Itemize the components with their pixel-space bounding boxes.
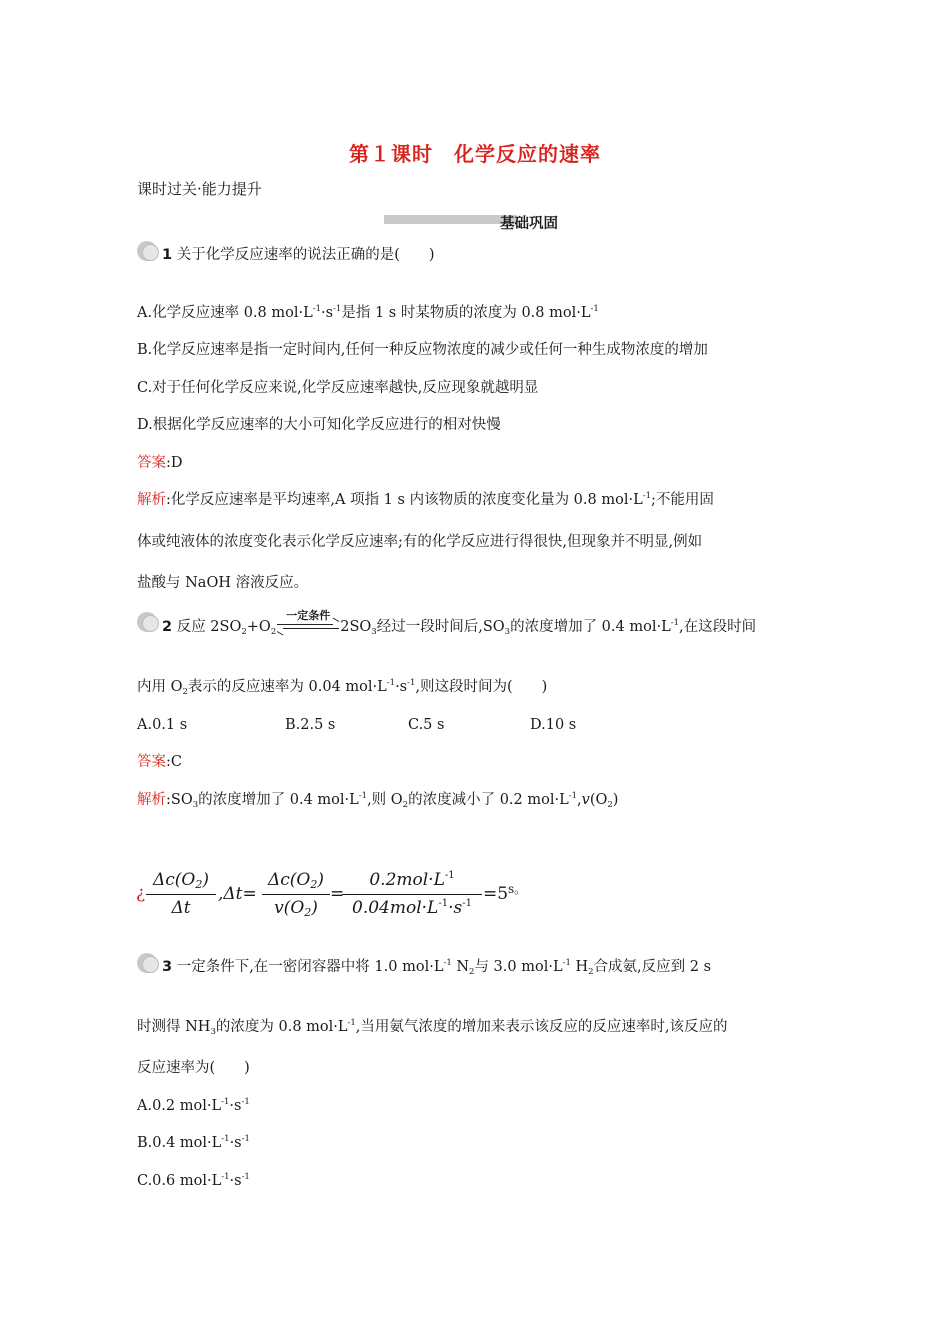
question-3-stem: 3 一定条件下,在一密闭容器中将 1.0 $mol\cdot L^{-1}$ $N_2$与 3.0 $mol\cdot L^{-1}$ $H_2$合成氨,反应到 2 s bbox=[162, 958, 712, 977]
q2-answer: 答案:C bbox=[137, 754, 182, 770]
q1-option-d: D.根据化学反应速率的大小可知化学反应进行的相对快慢 bbox=[137, 417, 501, 433]
fraction-3: $0.2mol\cdot L^{-1}$ $0.04mol\cdot L^{-1}\cdot s^{-1}$ bbox=[342, 870, 482, 922]
question-2-stem: 2 反应 $2SO_2+O_2$ 一定条件 $2SO_3$经过一段时间后$,SO_3$的浓度增加了 0.4 $mol\cdot L^{-1}$,在这段时间 bbox=[162, 609, 757, 637]
q2-option-d: D.10 s bbox=[530, 717, 577, 733]
q3-option-c: C.0.6 $mol\cdot L^{-1}\cdot s^{-1}$ bbox=[137, 1172, 250, 1189]
fraction-2: $\Delta c(O_2)$ $v(O_2)$ bbox=[262, 870, 330, 922]
question-1-stem: 1 关于化学反应速率的说法正确的是( ) bbox=[162, 247, 435, 263]
q1-analysis-line-1: 解析:化学反应速率是平均速率,A 项指 1 s 内该物质的浓度变化量为 0.8 $mol\cdot L^{-1}$;不能用固 bbox=[137, 491, 714, 508]
formula-delta-t: ,Δt= bbox=[218, 884, 257, 904]
q1-analysis-line-3: 盐酸与 NaOH 溶液反应。 bbox=[137, 575, 309, 591]
q2-analysis: 解析$:SO_3$的浓度增加了 0.4 $mol\cdot L^{-1}$,则 $O_2$的浓度减小了 0.2 $mol\cdot L^{-1},v(O_2)$ bbox=[137, 791, 619, 810]
q1-option-b: B.化学反应速率是指一定时间内,任何一种反应物浓度的减少或任何一种生成物浓度的增加 bbox=[137, 342, 708, 358]
question-2-line-2: 内用 $O_2$表示的反应速率为 0.04 $mol\cdot L^{-1}\cdot s^{-1}$,则这段时间为( ) bbox=[137, 678, 548, 697]
q1-answer: 答案:D bbox=[137, 455, 183, 471]
section-bar bbox=[384, 215, 517, 224]
page-subtitle: 课时过关·能力提升 bbox=[137, 180, 262, 198]
question-icon bbox=[137, 241, 159, 263]
q3-option-b: B.0.4 $mol\cdot L^{-1}\cdot s^{-1}$ bbox=[137, 1134, 250, 1151]
reversible-arrow: 一定条件 bbox=[277, 620, 339, 634]
q1-option-a: A.化学反应速率 0.8 $mol\cdot L^{-1}\cdot s^{-1}$是指 1 s 时某物质的浓度为 0.8 $mol\cdot L^{-1}$ bbox=[137, 304, 599, 321]
q1-option-c: C.对于任何化学反应来说,化学反应速率越快,反应现象就越明显 bbox=[137, 380, 539, 396]
formula-result: =5 bbox=[483, 884, 509, 904]
question-icon bbox=[137, 612, 159, 634]
q1-analysis-line-2: 体或纯液体的浓度变化表示化学反应速率;有的化学反应进行得很快,但现象并不明显,例如 bbox=[137, 534, 703, 550]
question-3-line-3: 反应速率为( ) bbox=[137, 1060, 250, 1076]
question-3-line-2: 时测得 $NH_3$的浓度为 0.8 $mol\cdot L^{-1}$,当用氨气浓度的增加来表示该反应的反应速率时,该反应的 bbox=[137, 1018, 728, 1037]
q3-option-a: A.0.2 $mol\cdot L^{-1}\cdot s^{-1}$ bbox=[137, 1097, 250, 1114]
formula-glitch: ¿ bbox=[136, 883, 146, 903]
question-icon bbox=[137, 953, 159, 975]
q2-option-c: C.5 s bbox=[408, 717, 445, 733]
q2-option-a: A.0.1 s bbox=[137, 717, 188, 733]
formula-equals: = bbox=[330, 884, 345, 904]
fraction-1: $\Delta c(O_2)$ Δt bbox=[146, 870, 216, 922]
page-title: 第１课时 化学反应的速率 bbox=[349, 142, 601, 166]
q2-option-b: B.2.5 s bbox=[285, 717, 336, 733]
formula-unit: s。 bbox=[508, 882, 527, 896]
section-heading: 基础巩固 bbox=[500, 216, 558, 232]
